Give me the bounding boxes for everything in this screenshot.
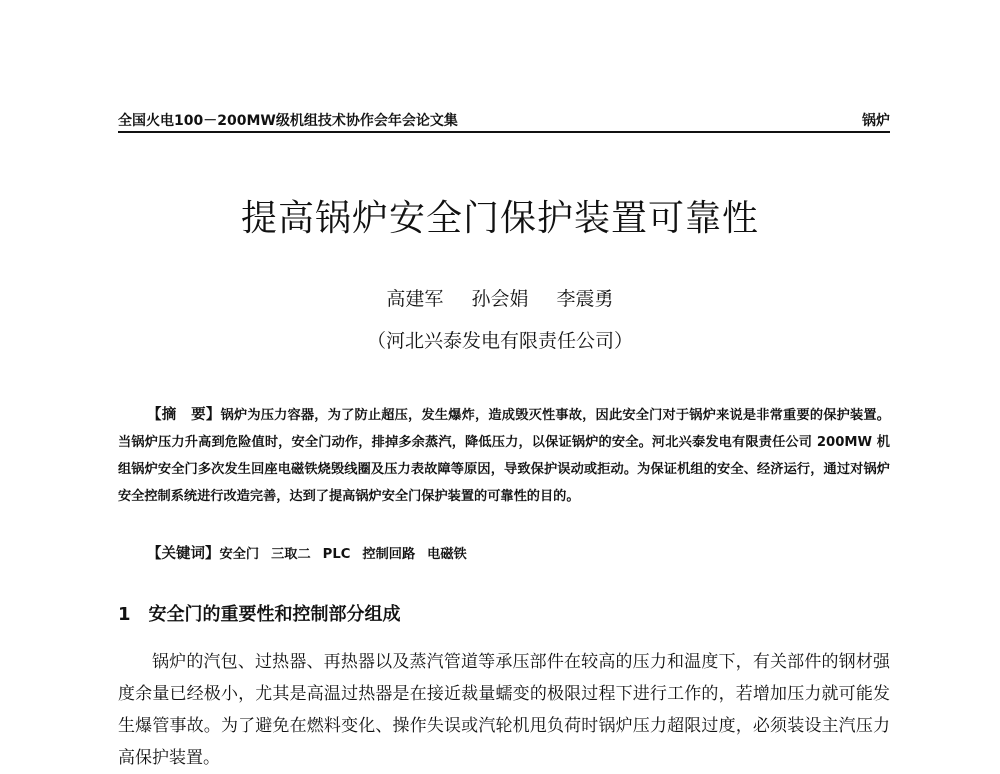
body-paragraph: 锅炉的汽包、过热器、再热器以及蒸汽管道等承压部件在较高的压力和温度下，有关部件的钢材强度余量已经极小，尤其是高温过热器是在接近裁量蠕变的极限过程下进行工作的，若增加压力就可能发生爆管事故。为了避免在燃料变化、操作失误或汽轮机甩负荷时锅炉压力超限过度，必须装设主汽压力高保护装置。 — [118, 652, 890, 768]
abstract-text: 锅炉为压力容器，为了防止超压，发生爆炸，造成毁灭性事故，因此安全门对于锅炉来说是非常重要的保护装置。当锅炉压力升高到危险值时，安全门动作，排掉多余蒸汽，降低压力，以保证锅炉的安全。河北兴泰发电有限责任公司 200MW 机组锅炉安全门多次发生回座电磁铁烧毁线圈及压力表故障等原因，导致保护误动或拒动。为保证机组的安全、经济运行，通过对锅炉安全控制系统进行改造完善，达到了提高锅炉安全门保护装置的可靠性的目的。 — [118, 408, 890, 504]
paper-title: 提高锅炉安全门保护装置可靠性 — [240, 198, 759, 239]
keyword: 三取二 — [271, 547, 311, 562]
author-name: 高建军 — [386, 288, 444, 310]
author-name: 李震勇 — [556, 288, 614, 310]
keyword: 安全门 — [219, 547, 260, 562]
affiliation: （河北兴泰发电有限责任公司） — [366, 330, 633, 352]
keywords — [118, 542, 890, 563]
keyword: PLC — [322, 547, 351, 562]
section-number: 1 — [118, 604, 131, 625]
header-rule — [118, 131, 890, 133]
author-list — [0, 284, 1000, 311]
keyword: 控制回路 — [362, 547, 416, 562]
abstract-label: 【摘 要】 — [147, 407, 221, 423]
running-header — [118, 110, 890, 132]
keyword: 电磁铁 — [427, 547, 467, 562]
keywords-label: 【关键词】 — [147, 546, 220, 562]
section-title: 安全门的重要性和控制部分组成 — [148, 604, 401, 625]
section-category: 锅炉 — [862, 113, 890, 129]
abstract — [118, 402, 890, 510]
journal-title: 全国火电100－200MW级机组技术协作会年会论文集 — [118, 113, 458, 129]
section-heading — [118, 600, 401, 626]
author-name: 孙会娟 — [471, 288, 529, 310]
